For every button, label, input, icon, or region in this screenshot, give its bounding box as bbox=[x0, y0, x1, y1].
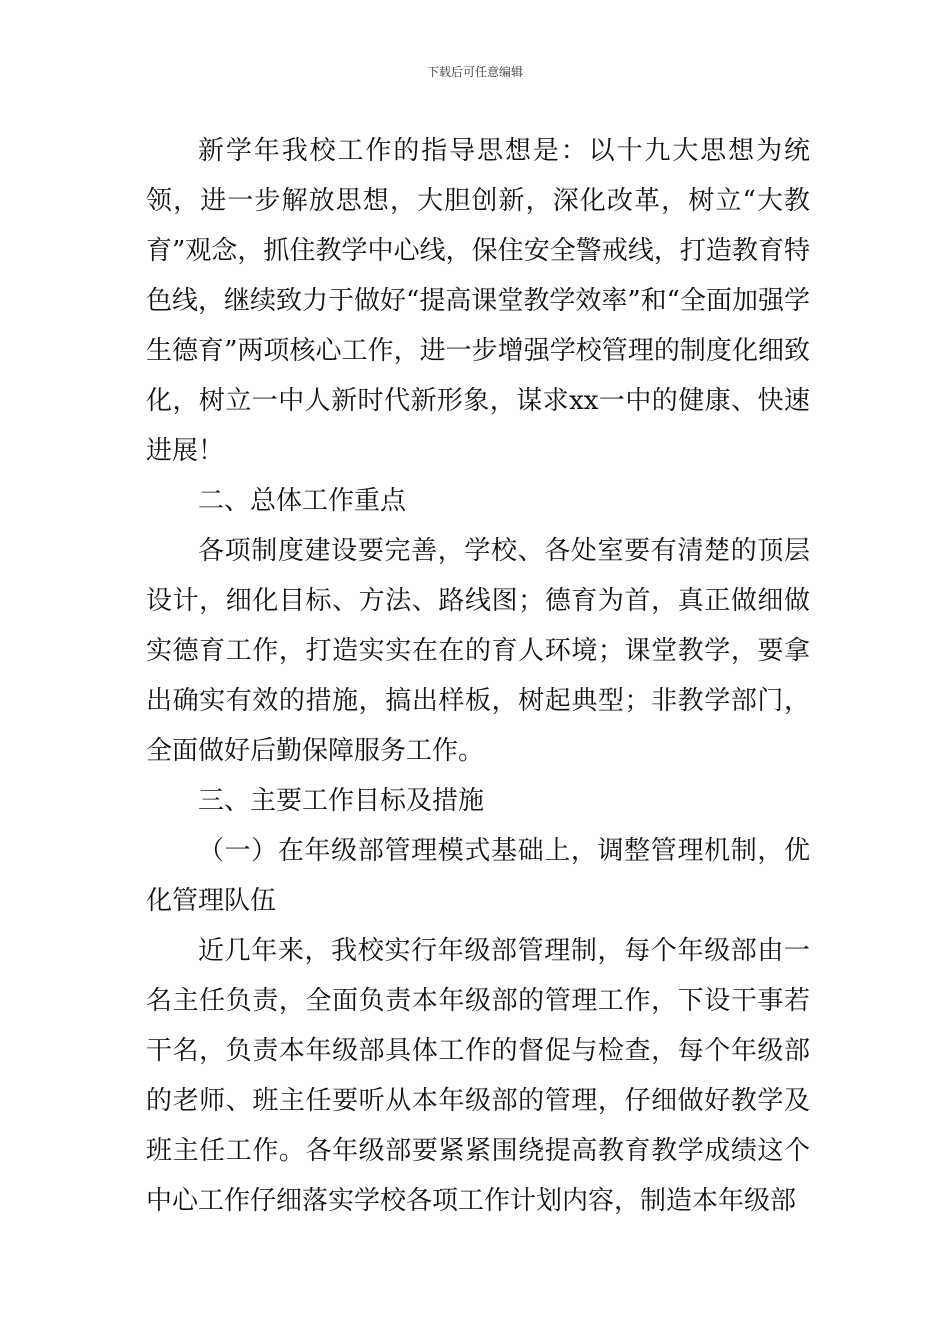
subheading-management-mechanism: （一）在年级部管理模式基础上，调整管理机制，优化管理队伍 bbox=[146, 836, 810, 916]
heading-main-goals: 三、主要工作目标及措施 bbox=[198, 786, 485, 816]
document-body bbox=[146, 126, 810, 1226]
page-header-note: 下载后可任意编辑 bbox=[426, 65, 523, 79]
heading-overall-priorities: 二、总体工作重点 bbox=[198, 486, 407, 516]
paragraph-overall-priorities: 各项制度建设要完善，学校、各处室要有清楚的顶层设计，细化目标、方法、路线图；德育为首，真正做细做实德育工作，打造实实在在的育人环境；课堂教学，要拿出确实有效的措施，搞出样板，树起典型；非教学部门，全面做好后勤保障服务工作。 bbox=[146, 536, 810, 766]
paragraph-grade-management: 近几年来，我校实行年级部管理制，每个年级部由一名主任负责，全面负责本年级部的管理工作，下设干事若干名，负责本年级部具体工作的督促与检查，每个年级部的老师、班主任要听从本年级部的管理，仔细做好教学及班主任工作。各年级部要紧紧围绕提高教育教学成绩这个中心工作仔细落实学校各项工作计划内容，制造本年级部 bbox=[146, 936, 810, 1216]
paragraph-guiding-ideology: 新学年我校工作的指导思想是：以十九大思想为统领，进一步解放思想，大胆创新，深化改革，树立“大教育”观念，抓住教学中心线，保住安全警戒线，打造教育特色线，继续致力于做好“提高课堂教学效率”和“全面加强学生德育”两项核心工作，进一步增强学校管理的制度化细致化，树立一中人新时代新形象，谋求xx一中的健康、快速进展！ bbox=[146, 136, 810, 466]
